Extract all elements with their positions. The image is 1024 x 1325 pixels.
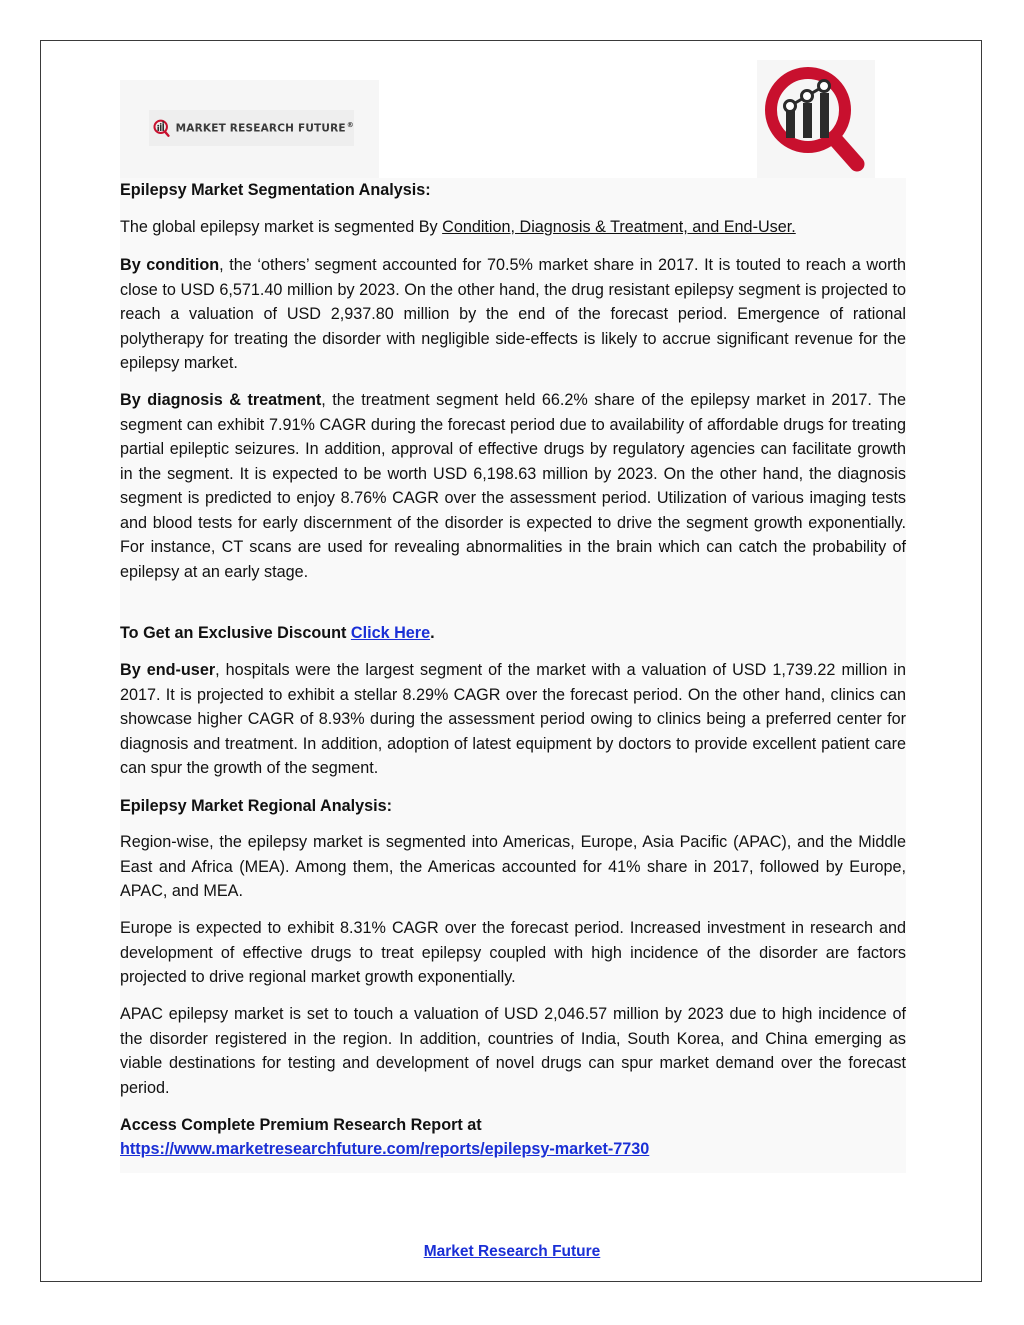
access-heading: Access Complete Premium Research Report at bbox=[120, 1116, 482, 1134]
magnifier-chart-icon bbox=[757, 60, 875, 178]
condition-paragraph bbox=[120, 253, 906, 376]
footer-link[interactable]: Market Research Future bbox=[423, 1243, 601, 1260]
click-here-link[interactable]: Click Here bbox=[350, 624, 431, 642]
discount-line bbox=[120, 621, 435, 646]
discount-text: To Get an Exclusive Discount bbox=[120, 624, 351, 642]
regional-paragraph-1: Region-wise, the epilepsy market is segmented into Americas, Europe, Asia Pacific (APAC), and the Middle East and Africa (MEA). Among them, the Americas accounted for 41% share in 2017, followed by Europe, APAC, and MEA. bbox=[120, 833, 906, 900]
diagnosis-lead: By diagnosis & treatment bbox=[120, 391, 322, 409]
diagnosis-body: , the treatment segment held 66.2% share of the epilepsy market in 2017. The segment can exhibit 7.91% CAGR during the forecast period due to availability of affordable drugs for treating partial epileptic seizures. In addition, approval of effective drugs by regulatory agencies can facilitate growth in the segment. It is expected to be worth USD 6,198.63 million by 2023. On the other hand, the diagnosis segment is predicted to enjoy 8.76% CAGR over the assessment period. Utilization of various imaging tests and blood tests for early discernment of the disorder is expected to drive the segment growth exponentially. For instance, CT scans are used for revealing abnormalities in the brain which can catch the probability of epilepsy at an early stage. bbox=[120, 391, 906, 581]
discount-period: . bbox=[430, 624, 435, 642]
heading-segmentation: Epilepsy Market Segmentation Analysis: bbox=[120, 181, 431, 199]
segments-link[interactable]: Condition, Diagnosis & Treatment, and End-User. bbox=[442, 218, 796, 236]
enduser-body: , hospitals were the largest segment of the market with a valuation of USD 1,739.22 million in 2017. It is projected to exhibit a stellar 8.29% CAGR over the forecast period. On the other hand, clinics can showcase higher CAGR of 8.93% during the assessment period owing to clinics being a preferred center for diagnosis and treatment. In addition, adoption of latest equipment by doctors to provide excellent patient care can spur the growth of the segment. bbox=[120, 661, 906, 777]
enduser-lead: By end-user bbox=[120, 661, 216, 679]
intro-paragraph bbox=[120, 215, 906, 240]
regional-paragraph-2: Europe is expected to exhibit 8.31% CAGR over the forecast period. Increased investment in research and development of effective drugs to treat epilepsy coupled with high incidence of the disorder are factors projected to drive regional market growth exponentially. bbox=[120, 919, 906, 986]
intro-text: The global epilepsy market is segmented By bbox=[120, 218, 443, 236]
diagnosis-paragraph bbox=[120, 388, 906, 584]
heading-regional: Epilepsy Market Regional Analysis: bbox=[120, 797, 392, 815]
registered-mark: ® bbox=[346, 121, 354, 130]
magnifier-chart-icon bbox=[153, 113, 170, 143]
document-body bbox=[120, 178, 906, 1173]
logo-badge bbox=[149, 110, 354, 146]
condition-lead: By condition bbox=[120, 256, 220, 274]
brand-logo-right bbox=[757, 60, 875, 178]
condition-body: , the ‘others’ segment accounted for 70.5% market share in 2017. It is touted to reach a worth close to USD 6,571.40 million by 2023. On the other hand, the drug resistant epilepsy segment is projected to reach a valuation of USD 2,937.80 million by the end of the forecast period. Emergence of rational polytherapy for treating the disorder with negligible side-effects is likely to accrue significant revenue for the epilepsy market. bbox=[120, 256, 906, 372]
footer bbox=[0, 1243, 1024, 1261]
access-line bbox=[120, 1137, 649, 1162]
enduser-paragraph bbox=[120, 658, 906, 781]
regional-paragraph-3: APAC epilepsy market is set to touch a valuation of USD 2,046.57 million by 2023 due to high incidence of the disorder registered in the region. In addition, countries of India, South Korea, and China emerging as viable destinations for testing and development of novel drugs can spur market demand over the forecast period. bbox=[120, 1005, 906, 1097]
report-url-link[interactable]: https://www.marketresearchfuture.com/reports/epilepsy-market-7730 bbox=[120, 1140, 650, 1158]
brand-wordmark: MARKET RESEARCH FUTURE® bbox=[175, 121, 354, 135]
brand-logo-left bbox=[120, 80, 379, 178]
